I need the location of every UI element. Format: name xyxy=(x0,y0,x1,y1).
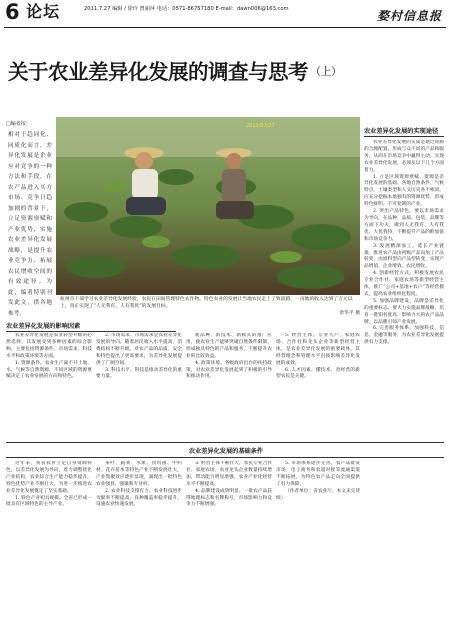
editor-note-label: □编者按： xyxy=(6,121,31,127)
headline xyxy=(8,55,342,85)
section-title-pathways: 农业差异化发展的实现途径 xyxy=(364,128,439,135)
article-photo xyxy=(56,117,360,295)
conditions-column-3 xyxy=(186,461,272,636)
photo-caption-text: 杭州市干部学习农业差异化发展经验，农民在田间管理特色农作物。特色农业的发展让当地农民走上了致富路，一亩地的收入达到了万元以上，真正实现了“人无我有、人有我优”的发展目标。 xyxy=(60,297,353,309)
header-phone: 电话：0571-86757180 xyxy=(156,6,214,12)
paragraph: 茶叶、蔬菜、水果、食用菌、中药材、花卉苗木等特色产业不断发展壮大，产业集聚效应逐步显现，涌现出一批特色农业强县、强镇和专业村。 xyxy=(96,461,182,487)
paragraph: 新品种、新技术、新模式的推广应用，使农业生产能够突破自然条件限制，形成独具特色的产品和服务，不断提升农业的比较效益。 xyxy=(186,333,272,359)
paragraph: 5. 市场体系逐步完善。农产品批发市场、电子商务和农超对接等流通渠道不断拓展，为特色农产品走向全国提供了有力保障。 xyxy=(276,461,360,487)
section-name: 论坛 xyxy=(26,2,61,21)
paragraph: 6. 人才因素。懂技术、善经营的新型农民是关键。 xyxy=(276,367,360,380)
headline-text: 关于农业差异化发展的调查与思考 xyxy=(8,60,308,84)
photo-illustration xyxy=(56,117,360,295)
header-date-editor xyxy=(84,6,289,13)
paragraph: 近年来，我省农业立足自身资源特色，以差异化发展为导向，着力调整优化产业结构，农业综合生产能力稳步提升，特色优势产业不断壮大，为进一步推进农业差异化发展奠定了坚实基础。 xyxy=(6,461,92,494)
photo-caption xyxy=(60,297,360,317)
paragraph: 4. 创新经营方式。积极发展农民专业合作社、家庭农场等新型经营主体，推广“公司+基地+农户”等经营模式，提高农业组织化程度。 xyxy=(364,271,444,297)
header-meta xyxy=(84,6,289,13)
header-email: E-mail：dawn006@163.com xyxy=(215,6,289,12)
factors-column-4 xyxy=(276,333,360,441)
conditions-column-4 xyxy=(276,461,360,636)
paragraph: 3. 经营主体不断壮大。农民专业合作社、家庭农场、农业龙头企业数量持续增加，带动能力明显增强，农业产业化经营水平不断提高。 xyxy=(186,461,272,487)
factors-column-1 xyxy=(6,333,92,441)
paragraph: 农业差异化发展的实质是通过资源的合理配置，形成与众不同的产品和服务，从而在市场竞争中赢得主动。实现农业差异化发展，必须从以下几个方面着力。 xyxy=(364,140,444,173)
headline-part: （上） xyxy=(310,65,342,78)
factors-column-2 xyxy=(96,333,182,441)
paragraph: 2. 突出产品特色。要以市场需求为导向，在品种、品质、包装、品牌等方面下功夫，做到人无我有、人有我优、人优我特，不断提升产品的附加值和市场竞争力。 xyxy=(364,209,444,242)
paragraph: 3. 科技水平。科技是推动差异化的重要力量。 xyxy=(96,367,182,380)
section-title-conditions: 农业差异化发展的基础条件 xyxy=(188,448,264,455)
page-number: 6 xyxy=(5,0,20,24)
paragraph: 5. 经营主体。专业大户、家庭农场、合作社和龙头企业等新型经营主体，是农业差异化发展的重要载体，其经营理念和管理水平直接影响差异化发展的成效。 xyxy=(276,333,360,366)
paragraph: 4. 品牌建设成效明显。一批农产品获得地理标志和名牌称号，市场影响力和竞争力不断增强。 xyxy=(186,488,272,508)
section-divider xyxy=(6,331,176,332)
header-editor: 编辑 / 徐玲 曾丽萍 xyxy=(112,6,156,12)
paragraph: 1. 资源条件。农业生产离不开土地、水、气候等自然资源，不同区域的资源禀赋决定了农业发展的方向和特色。 xyxy=(6,360,92,380)
right-column xyxy=(364,140,444,630)
masthead-logo: 婺村信息报 xyxy=(376,9,442,23)
section-divider xyxy=(6,442,444,443)
header-date: 2011.7.27 xyxy=(84,6,111,12)
photo-timestamp: 2011/07/27 xyxy=(246,123,275,129)
editor-note-text: 相对于趋同化、同质化而言，差异化发展是企业应对竞争的一种方法和手段，在农产品进入买方市场、竞争日趋加剧的背景下，立足资源禀赋和产业优势，实施农业差异化发展战略，是提升农业竞争力、拓展农民增收空间的有效途径。为此，编者特别刊发此文，供各地参考。 xyxy=(8,132,52,317)
header-divider xyxy=(4,27,446,28)
paragraph: 2. 市场需求。市场需求是农业差异化发展的导向。随着居民收入水平提高，消费结构不断升级，对农产品的品质、安全和特色提出了更高要求，为差异化发展提供了广阔空间。 xyxy=(96,333,182,366)
section-divider xyxy=(6,457,444,458)
paragraph: 1. 特色产业初具规模。全省已形成一批具有区域特色的主导产业。 xyxy=(6,495,92,508)
conditions-column-2 xyxy=(96,461,182,636)
paragraph: 3. 发展精深加工。延长产业链条，推进农产品由初级产品向加工产品转变，由原料型向产品型转变，实现产品增值、企业增效、农民增收。 xyxy=(364,243,444,270)
paragraph: 农业差异化发展是农业转型升级的必然选择，其发展受到多种因素的综合影响，主要包括资源条件、市场需求、科技水平和政策环境等方面。 xyxy=(6,333,92,359)
factors-column-3 xyxy=(186,333,272,441)
section-divider xyxy=(364,136,444,137)
paragraph: 4. 政策环境。各级政府出台的扶持政策，对农业差异化发展起到了积极的引导和推动作用。 xyxy=(186,360,272,380)
paragraph: 2. 农业科技支撑有力。农业科技进步贡献率不断提高，良种覆盖率稳步提升，设施农业快速发展。 xyxy=(96,488,182,508)
paragraph: 6. 完善服务体系。加强科技、信息、金融等服务，为农业差异化发展提供有力支撑。 xyxy=(364,326,444,346)
photo-credit: 余华平 摄 xyxy=(339,310,360,316)
paragraph: 5. 加强品牌建设。品牌是差异化的重要标志。要大力实施品牌战略，培育一批知名度高、影响力大的农产品品牌，以品牌引领产业发展。 xyxy=(364,298,444,325)
paragraph: 1. 立足区域资源禀赋。资源是差异化发展的基础。各地自然条件、气候特点、土壤类型和人文历史各不相同，应充分挖掘本地独有的资源优势，形成特色鲜明、不可复制的产业。 xyxy=(364,174,444,208)
section-title-factors: 农业差异化发展的影响因素 xyxy=(6,323,81,330)
paragraph: （作者单位：省农业厅，本文未完待续） xyxy=(276,488,360,501)
conditions-column-1 xyxy=(6,461,92,636)
